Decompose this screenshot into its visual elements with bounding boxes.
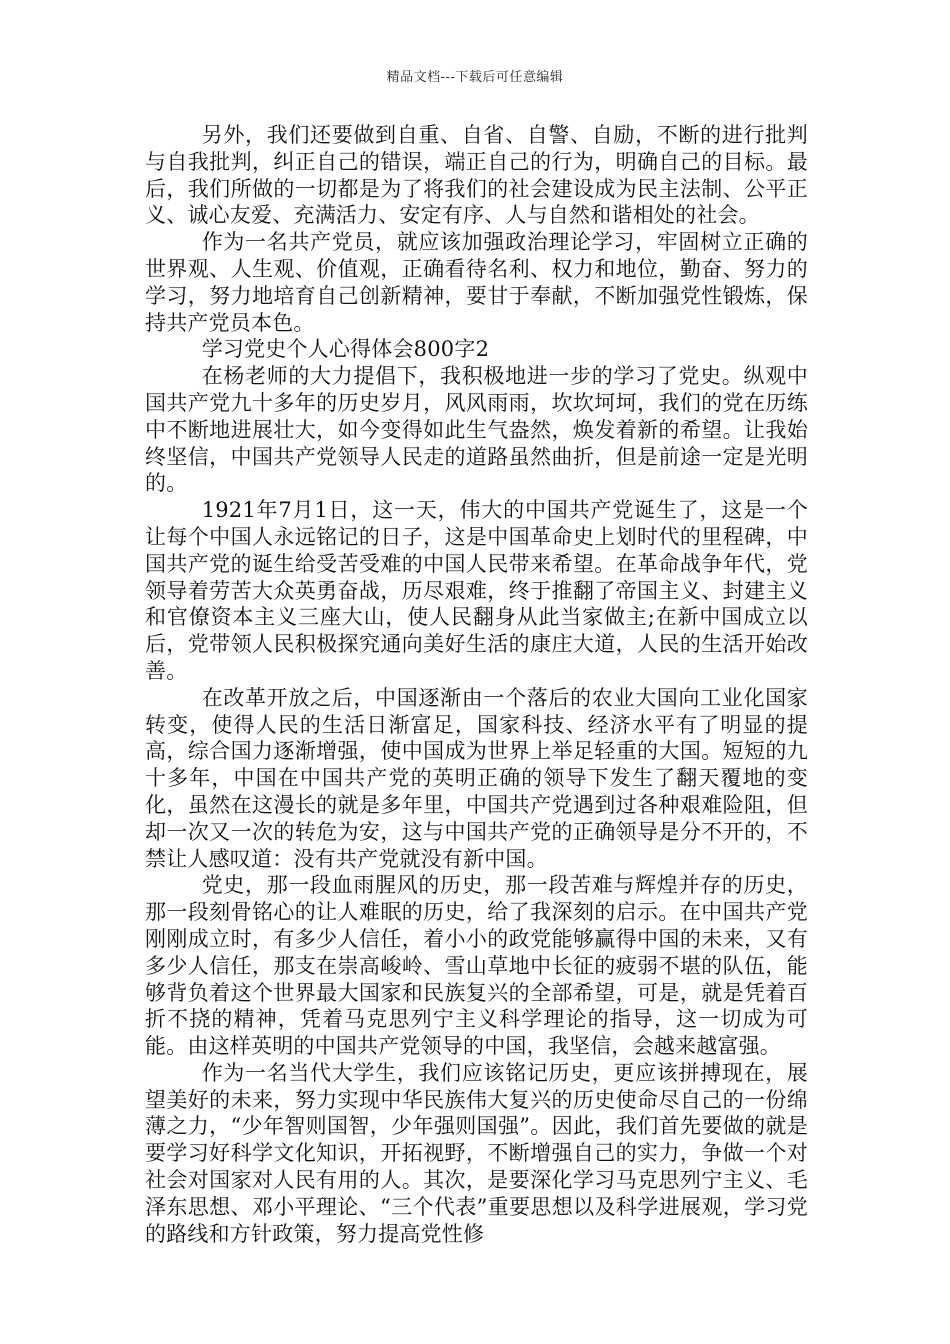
section-heading: 学习党史个人心得体会800字2 xyxy=(201,337,490,362)
paragraph: 党史，那一段血雨腥风的历史，那一段苦难与辉煌并存的历史，那一段刻骨铭心的让人难眠的历史，给了我深刻的启示。在中国共产党刚刚成立时，有多少人信任，着小小的政党能够赢得中国的未来，又有多少人信任，那支在崇高峻岭、雪山草地中长征的疲弱不堪的队伍，能够背负着这个世界最大国家和民族复兴的全部希望，可是，就是凭着百折不挠的精神，凭着马克思列宁主义科学理论的指导，这一切成为可能。由这样英明的中国共产党领导的中国，我坚信，会越来越富强。 xyxy=(145,873,808,1059)
document-body xyxy=(145,122,808,1247)
paragraph: 另外，我们还要做到自重、自省、自警、自励，不断的进行批判与自我批判，纠正自己的错误，端正自己的行为，明确自己的目标。最后，我们所做的一切都是为了将我们的社会建设成为民主法制、公平正义、诚心友爱、充满活力、安定有序、人与自然和谐相处的社会。 xyxy=(145,123,808,228)
page-header: 精品文档---下载后可任意编辑 xyxy=(386,70,564,85)
paragraph: 在杨老师的大力提倡下，我积极地进一步的学习了党史。纵观中国共产党九十多年的历史岁月，风风雨雨，坎坎坷坷，我们的党在历练中不断地进展壮大，如今变得如此生气盎然，焕发着新的希望。让我始终坚信，中国共产党领导人民走的道路虽然曲折，但是前途一定是光明的。 xyxy=(145,364,808,496)
paragraph: 1921年7月1日，这一天，伟大的中国共产党诞生了，这是一个让每个中国人永远铭记的日子，这是中国革命史上划时代的里程碑，中国共产党的诞生给受苦受难的中国人民带来希望。在革命战争年代，党领导着劳苦大众英勇奋战，历尽艰难，终于推翻了帝国主义、封建主义和官僚资本主义三座大山，使人民翻身从此当家做主;在新中国成立以后，党带领人民积极探究通向美好生活的康庄大道，人民的生活开始改善。 xyxy=(145,498,808,683)
paragraph: 作为一名当代大学生，我们应该铭记历史，更应该拼搏现在，展望美好的未来，努力实现中华民族伟大复兴的历史使命尽自己的一份绵薄之力，“少年智则国智，少年强则国强”。因此，我们首先要做的就是要学习好科学文化知识，开拓视野，不断增强自己的实力，争做一个对社会对国家对人民有用的人。其次，是要深化学习马克思列宁主义、毛泽东思想、邓小平理论、“三个代表”重要思想以及科学进展观，学习党的路线和方针政策，努力提高党性修 xyxy=(145,1060,808,1246)
paragraph: 在改革开放之后，中国逐渐由一个落后的农业大国向工业化国家转变，使得人民的生活日渐富足，国家科技、经济水平有了明显的提高，综合国力逐渐增强，使中国成为世界上举足轻重的大国。短短的九十多年，中国在中国共产党的英明正确的领导下发生了翻天覆地的变化，虽然在这漫长的就是多年里，中国共产党遇到过各种艰难险阻，但却一次又一次的转危为安，这与中国共产党的正确领导是分不开的，不禁让人感叹道：没有共产党就没有新中国。 xyxy=(145,685,808,871)
paragraph: 作为一名共产党员，就应该加强政治理论学习，牢固树立正确的世界观、人生观、价值观，正确看待名利、权力和地位，勤奋、努力的学习，努力地培育自己创新精神，要甘于奉献，不断加强党性锻炼，保持共产党员本色。 xyxy=(145,230,808,335)
